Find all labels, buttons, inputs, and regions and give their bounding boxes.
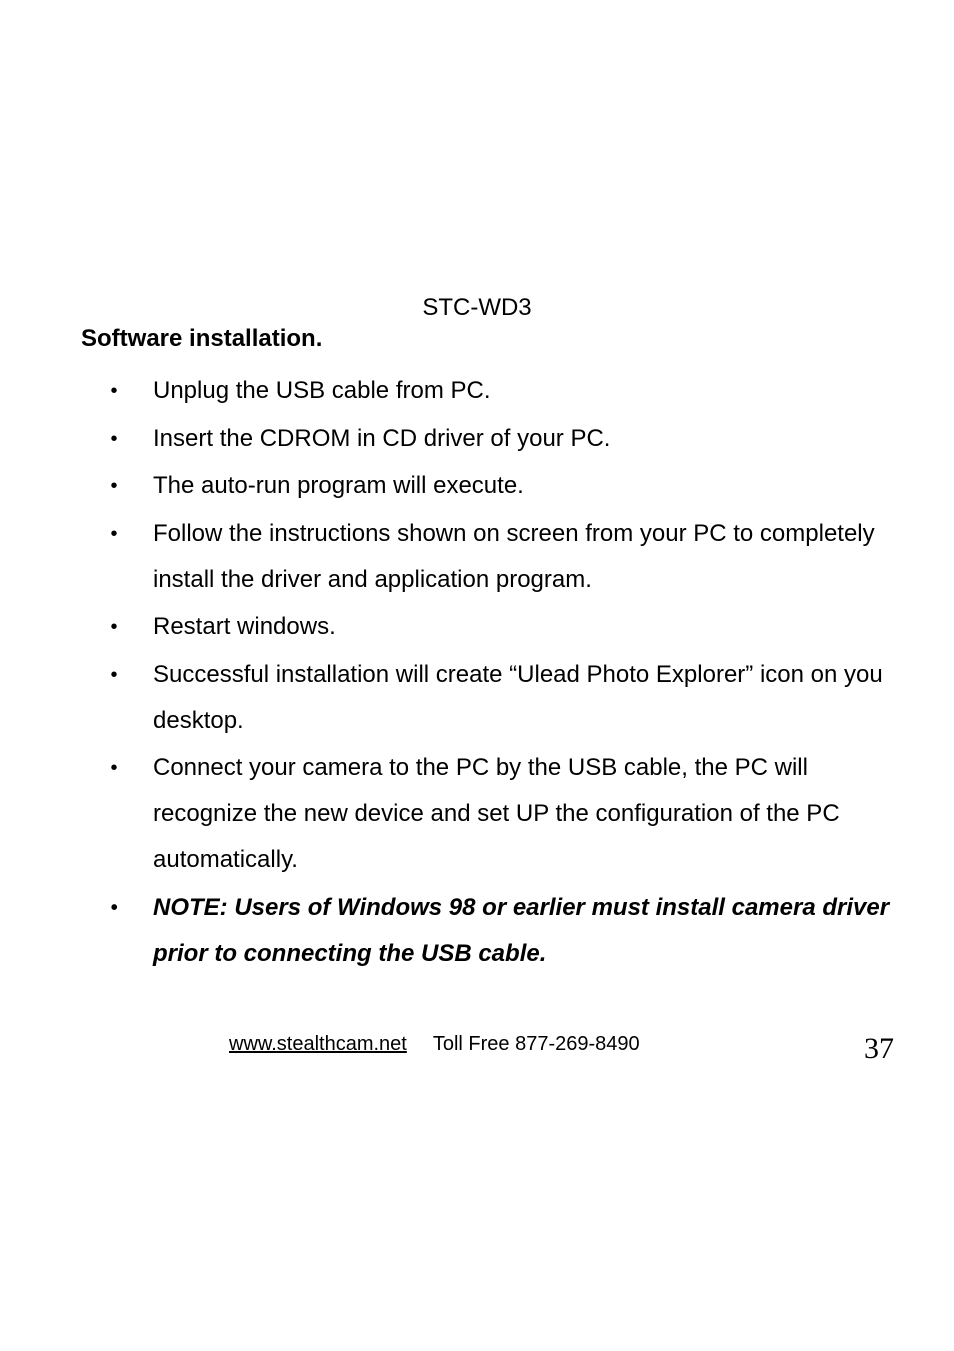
step-text: Unplug the USB cable from PC. xyxy=(153,377,491,404)
bullet-icon: • xyxy=(110,757,118,779)
list-item xyxy=(0,463,954,509)
step-text: Successful installation will create “Ulead Photo Explorer” icon on you desktop. xyxy=(153,660,883,734)
step-text: Restart windows. xyxy=(153,613,336,640)
page-footer xyxy=(229,1030,640,1058)
note-list-item xyxy=(0,885,954,977)
bullet-icon: • xyxy=(110,475,118,497)
step-text: The auto-run program will execute. xyxy=(153,472,524,499)
bullet-icon: • xyxy=(110,427,118,450)
list-item xyxy=(0,652,954,744)
page-number: 37 xyxy=(864,1032,894,1065)
section-title: Software installation. xyxy=(81,325,323,352)
bullet-icon: • xyxy=(110,616,118,638)
step-text: Insert the CDROM in CD driver of your PC. xyxy=(153,424,611,452)
bullet-icon: • xyxy=(110,380,118,402)
installation-steps-list xyxy=(0,368,954,978)
list-item xyxy=(0,368,954,414)
list-item xyxy=(0,604,954,650)
bullet-icon: • xyxy=(110,896,118,919)
note-text: NOTE: Users of Windows 98 or earlier must install camera driver prior to connecting the USB cable. xyxy=(153,893,890,967)
list-item xyxy=(0,745,954,883)
toll-free-phone: Toll Free 877-269-8490 xyxy=(432,1033,640,1055)
bullet-icon: • xyxy=(110,663,118,686)
list-item xyxy=(0,416,954,462)
website-link[interactable]: www.stealthcam.net xyxy=(229,1033,407,1055)
step-text: Follow the instructions shown on screen from your PC to completely install the driver and application program. xyxy=(153,519,875,593)
bullet-icon: • xyxy=(110,522,118,545)
step-text: Connect your camera to the PC by the USB cable, the PC will recognize the new device and set UP the configuration of the PC automatically. xyxy=(153,754,840,873)
model-number: STC-WD3 xyxy=(422,294,532,321)
list-item xyxy=(0,511,954,603)
